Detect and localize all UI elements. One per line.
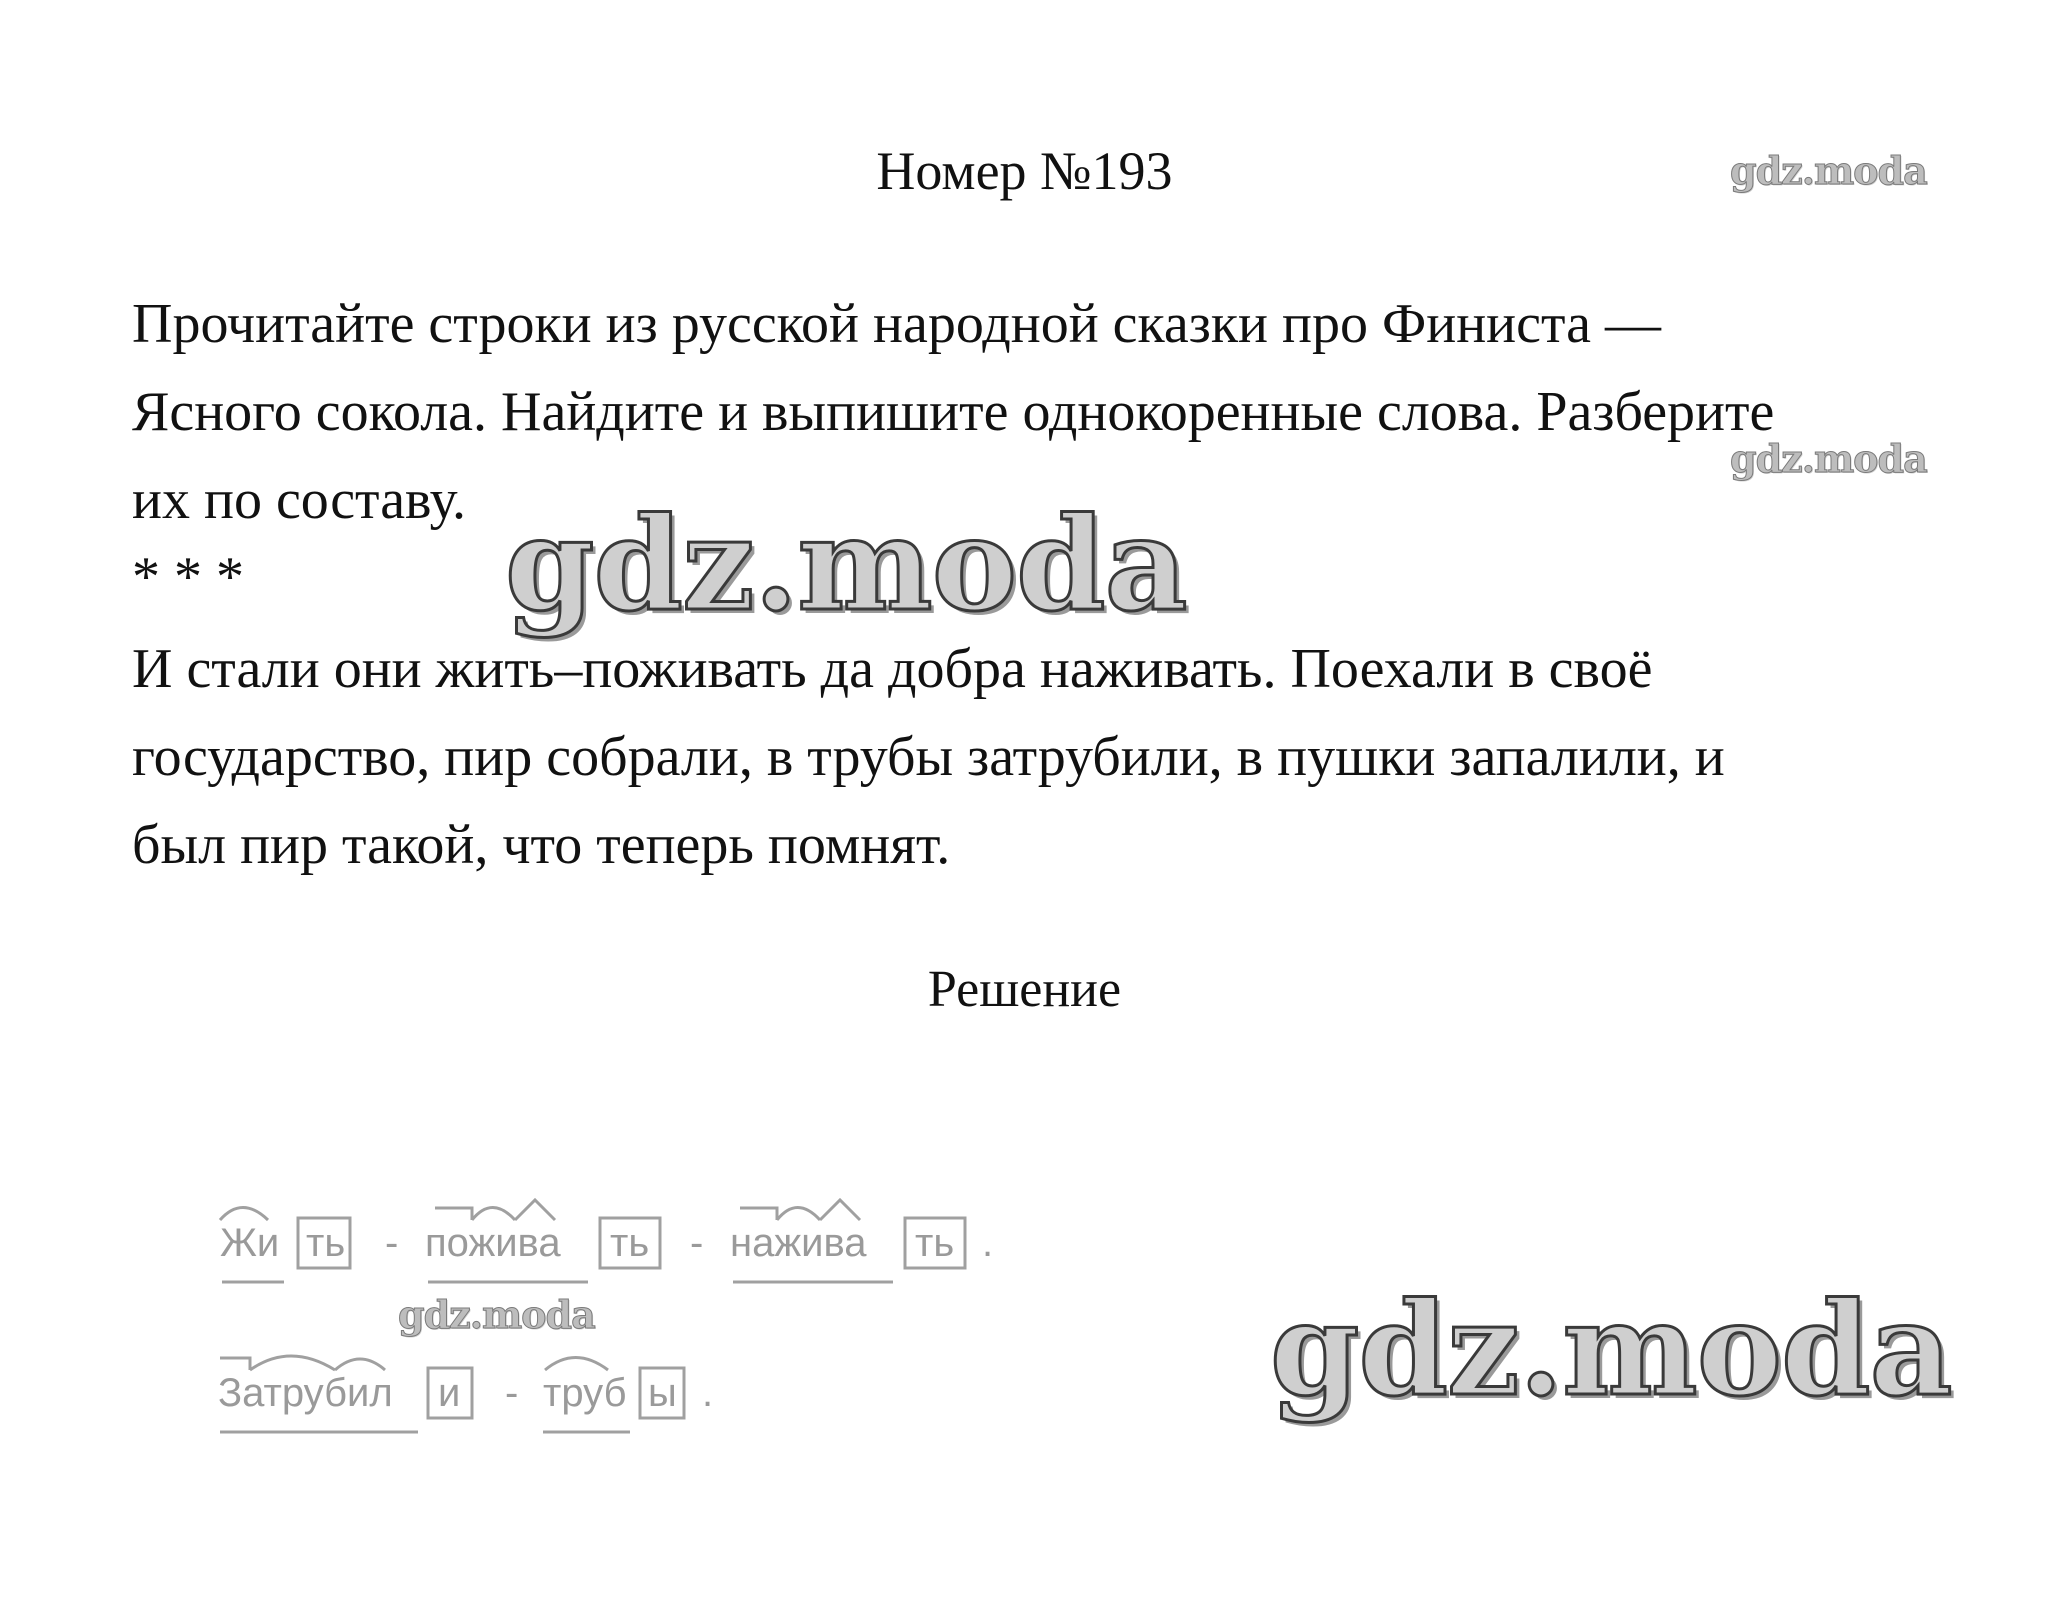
parse-dot: .: [702, 1371, 714, 1415]
root-arc: [472, 1208, 515, 1221]
watermark-logo: gdz.moda: [1730, 436, 1927, 481]
root-arc: [777, 1208, 820, 1221]
watermark-logo: gdz.moda: [505, 490, 1187, 640]
parse-word-part: Затрубил: [218, 1371, 393, 1415]
root-arc: [545, 1358, 608, 1371]
prefix-mark: [740, 1208, 777, 1220]
watermark-logo: gdz.moda: [1730, 148, 1927, 193]
parse-word-part: пожива: [425, 1221, 561, 1265]
tale-line: был пир такой, что теперь помнят.: [132, 814, 951, 876]
tale-line: И стали они жить–поживать да добра наживать. Поехали в своё: [132, 638, 1653, 700]
parse-word-part: и: [438, 1371, 461, 1415]
page-title: Номер №193: [876, 141, 1173, 201]
task-line: Прочитайте строки из русской народной сказки про Финиста —: [132, 293, 1662, 355]
parse-dot: .: [982, 1221, 994, 1265]
parse-word-part: ть: [306, 1221, 346, 1265]
parse-dash: -: [690, 1221, 704, 1265]
morpheme-parse-line-1: [210, 1190, 1030, 1300]
parse-word-part: ы: [648, 1371, 677, 1415]
tale-line: государство, пир собрали, в трубы затрубили, в пушки запалили, и: [132, 726, 1725, 788]
separator-stars: * * *: [132, 546, 244, 608]
parse-dash: -: [505, 1371, 519, 1415]
suffix-mark: [515, 1200, 555, 1220]
parse-word-part: ть: [915, 1221, 955, 1265]
morpheme-parse-line-2: [210, 1340, 770, 1450]
parse-dash: -: [385, 1221, 399, 1265]
tale-excerpt: [132, 625, 1942, 889]
watermark-logo: gdz.moda: [1270, 1275, 1952, 1425]
watermark-logo: gdz.moda: [398, 1292, 595, 1337]
prefix-mark: [435, 1208, 472, 1220]
solution-heading: Решение: [927, 961, 1122, 1018]
parse-word-part: ть: [610, 1221, 650, 1265]
parse-word-part: Жи: [220, 1221, 280, 1265]
root-arc: [220, 1208, 268, 1221]
parse-diagram-2: [210, 1340, 770, 1450]
suffix-arc: [335, 1359, 385, 1370]
parse-word-part: нажива: [730, 1221, 867, 1265]
parse-word-part: труб: [543, 1371, 627, 1415]
root-arc: [250, 1356, 335, 1370]
task-line: Ясного сокола. Найдите и выпишите однокоренные слова. Разберите: [132, 381, 1775, 443]
prefix-mark: [220, 1358, 250, 1370]
task-line: их по составу.: [132, 469, 466, 531]
suffix-mark: [820, 1200, 860, 1220]
parse-diagram-1: [210, 1190, 1030, 1300]
